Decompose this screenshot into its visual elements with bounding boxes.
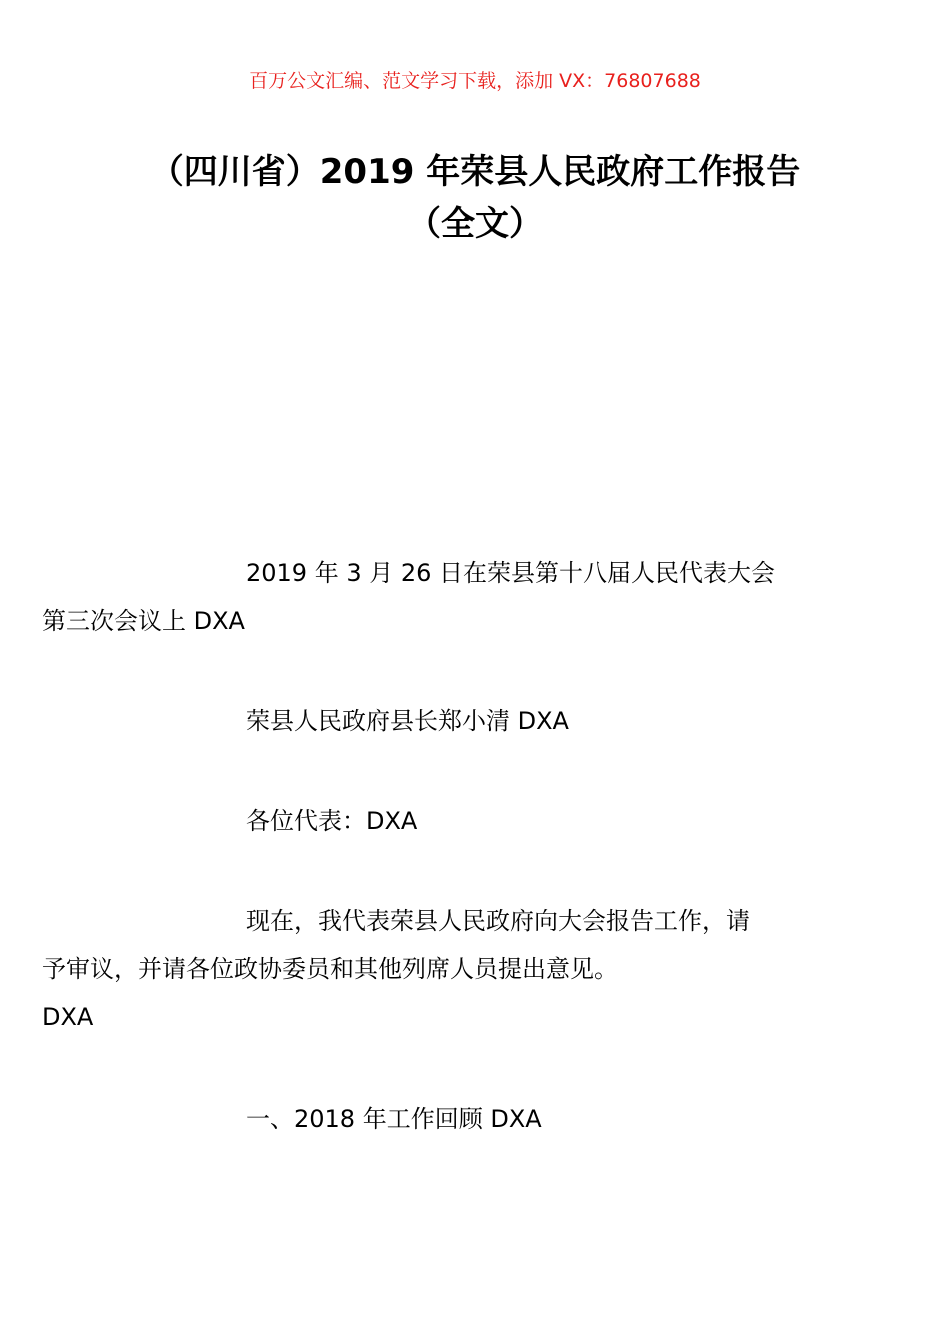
paragraph-line: 现在，我代表荣县人民政府向大会报告工作，请: [246, 907, 750, 935]
paragraph-meeting-date: [42, 549, 814, 645]
paragraph-intro: [42, 897, 814, 1041]
paragraph-line: DXA: [42, 1003, 94, 1031]
paragraph-line: 荣县人民政府县长郑小清 DXA: [246, 707, 569, 735]
paragraph-line: 予审议，并请各位政协委员和其他列席人员提出意见。: [42, 955, 618, 983]
paragraph-line: 各位代表：DXA: [246, 807, 418, 835]
title-line-1: （四川省）2019 年荣县人民政府工作报告: [149, 152, 801, 192]
paragraph-speaker: [144, 697, 814, 745]
document-title: [0, 146, 950, 250]
paragraph-line: 第三次会议上 DXA: [42, 607, 245, 635]
title-line-2: （全文）: [407, 204, 543, 244]
header-note: 百万公文汇编、范文学习下载，添加 VX：76807688: [249, 70, 701, 92]
paragraph-salutation: [144, 797, 814, 845]
paragraph-line: 2019 年 3 月 26 日在荣县第十八届人民代表大会: [246, 559, 776, 587]
section-heading-review: [144, 1095, 814, 1143]
paragraph-line: 一、2018 年工作回顾 DXA: [246, 1105, 542, 1133]
